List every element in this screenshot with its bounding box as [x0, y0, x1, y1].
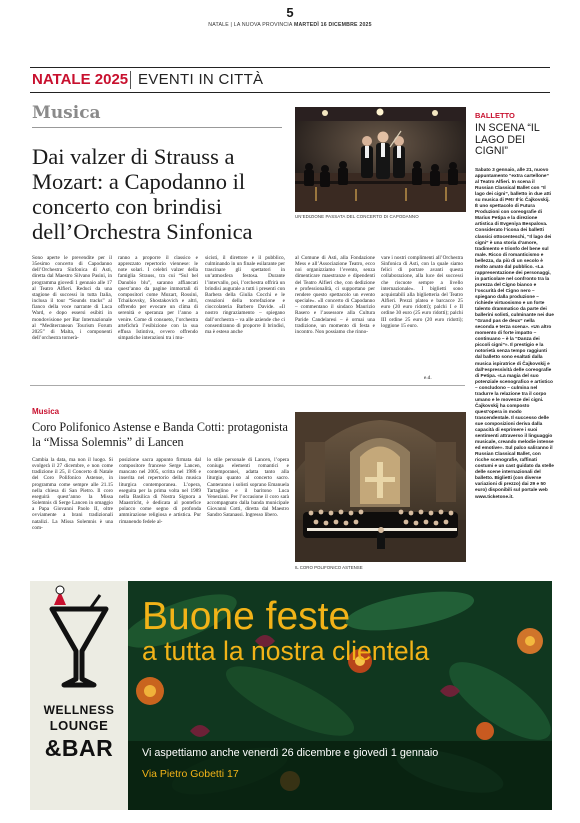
sidebar-kicker: BALLETTO: [475, 111, 515, 120]
choir-photo: [295, 412, 466, 562]
main-photo-caption: UN’EDIZIONE PASSATA DEL CONCERTO DI CAPODANNO: [295, 214, 419, 219]
advert-opening-info: Vi aspettiamo anche venerdì 26 dicembre e giovedì 1 gennaio: [142, 747, 439, 759]
main-article-column-2: ranno a proporre il classico e apprezzato repertorio viennese: le note solari. I celebri valzer della famiglia Strauss, tra cui “Sul bel Danubio blu”, saranno affiancati quest’anno da pagine immortali di compositori come Mozart, Rossini, Tchaikovsky, Shostakovich e altri, offrendo per evocare un clima di serenità e speranza per l’anno a venire. Come di consueto, l’orchestra artefichrà l’esibizione con la sua effusa Istintiva, ovvero offrendo simpatiche interazioni tra i mu-: [118, 255, 198, 342]
cocktail-glass-logo-icon: [30, 581, 128, 701]
section-divider: [130, 71, 131, 89]
sidebar-body-2: «Un altro momento di forte impatto – continuano – è la “Danza dei piccoli cigni”». Il prestigio e la notorietà senza tempo raggiunti dal balletto sono esaltati dalla musica ispiratrice di Čajkovskij e dall’espressività delle coreografie di Petipa. «La magia del suo potenziale scenografico e artistico – concludono – culmina nel tradurre la relazione tra il corpo umano e le movenze dei cigni. Čajkovskij ha composto quest’opera in modo trascendentale. Il successo delle sue composizioni deriva dalla capacità di esprimere i suoi sentimenti attraverso il linguaggio musicale, creando melodie intense ed emotive».: [475, 325, 554, 452]
main-article-kicker: Musica: [32, 103, 101, 123]
folio-publication: LA NUOVA PROVINCIA: [233, 22, 293, 28]
main-article-column-1: Sono aperte le prevendite per il 35esimo concerto di Capodanno dell’Orchestra Sinfonica di Asti, diretta dal Maestro Silvano Pasini, in programma giovedì 1 gennaio alle 17 al Teatro Alfieri. Reduci da una stagione di successi in tutta Italia, inclusa il tour “Sounds tracks” al fianco della voce narrante di Luca Ward, e dopo essersi esibiti in mondovisione per Bar Internazionale al “Mediterranean Tourism Forum 2025” di Malta, i componenti dell’orchestra tornerà-: [32, 255, 112, 342]
advert-headline: Buone feste: [142, 595, 351, 638]
brand-lounge: LOUNGE: [49, 718, 109, 733]
main-article-column-3: sicisti, il direttore e il pubblico, culminando in un finale esilarante per trascinare gli spettatori in un’atmosfera festosa. Durante l’intervallo, poi, l’orchestra offrirà un brindisi augurale a tutti i presenti con Barbera della Giulia Cocchi e le creazioni della torrefazione e cioccolateria Barbero Davide. «Il nostro ringraziamento – spiegano dall’orchestra – va alle aziende che ci consentiranno di proporre il brindisi, ma è esteso anche: [205, 255, 285, 335]
advertisement: [30, 581, 552, 810]
sidebar-quote: «La rappresentazione dei personaggi, in particolare nel confronto tra la purezza del Cigno bianco e l’oscurità del Cigno nero – spiegano dalla produzione – richiede virtuosismo e un forte talento drammatico da parte dei ballerini solisti, culminante nei due “Grand pas de deux” nella seconda e terza scena».: [475, 264, 554, 331]
page-number: 5: [286, 5, 294, 20]
brand-bar: &BAR: [44, 735, 114, 761]
sidebar-title: IN SCENA “IL LAGO DEI CIGNI”: [475, 122, 540, 157]
advert-address: Via Pietro Gobetti 17: [142, 768, 239, 780]
second-article-column-1: Cambia la data, ma non il luogo. Si svolgerà il 27 dicembre, e non come tradizione il 25, il Concerto di Natale del Coro Polifonico Astense, in programma come sempre alle 21.15 nella chiesa di San Pietro. Il coro eseguirà quest’anno la Missa Solemnis di Serge Lancen in omaggio a Papa Giovanni Paolo II, oltre ovviamente a brani tradizionali natalizi. La Missa Solemnis è una com-: [32, 457, 113, 531]
second-article-column-2: posizione sacra appunto firmata dal compositore francese Serge Lancen, mancato nel 2005, scritta nel 1986 e inserita nel repertorio della musica liturgica contemporanea. L’opera, eseguita per la prima volta nel 1989 nella Basilica di Nostra Signora a Maastricht, è dedicata al pontefice polacco come segno di profonda ammirazione religiosa e artistica. Pur rimanendo fedele al-: [119, 457, 201, 525]
folio-date: MARTEDÌ 16 DICEMBRE 2025: [293, 22, 372, 28]
main-article-headline: Dai valzer di Strauss a Mozart: a Capodanno il concerto con brindisi dell’Orchestra Sinfonica: [32, 144, 253, 244]
advert-subline: a tutta la nostra clientela: [142, 636, 430, 666]
choir-photo-illustration: [295, 412, 466, 562]
second-article-kicker: Musica: [32, 407, 60, 416]
concert-photo: [295, 107, 466, 212]
brand-wellness: WELLNESS: [43, 703, 115, 717]
second-article-column-3: lo stile personale di Lancen, l’opera coniuga elementi romantici e contemporanei, adatta tanto alla liturgia quanto al concerto sacro. Canteranno i solisti soprano Emanuela Tartaglino e il baritono Luca Veneziani. Per l’occasione il coro sarà accompagnato dalla banda municipale Giovanni Cotti, diretta dal Maestro Sandro Satanassi. Ingresso libero.: [207, 457, 289, 519]
sidebar-text: [475, 168, 554, 501]
kicker-rule: [32, 127, 282, 128]
sidebar-body-1: In scena il Russian Classical Ballet con “Il lago dei cigni”, balletto in due atti su musica di Pëtr Il’ic Čajkovskij. È uno spettacolo di Futura Produzioni con coreografie di Marius Petipa e la direzione artistica di Evgeniya Bespalova. Considerato l’icona dei balletti classici ottocenteschi, “Il lago dei cigni” è una storia d’amore, tradimento e trionfo del bene sul male. Ricco di romanticismo e bellezza, da più di un secolo è molto amato dal pubblico.: [475, 180, 552, 270]
section-title: EVENTI IN CITTÀ: [138, 71, 264, 88]
article-divider: [30, 385, 465, 386]
main-article-column-5: vare i nostri complimenti all’Orchestra Sinfonica di Asti, con la quale siamo felici di portare avanti questa collaborazione, alla luce dei successi che riscuote sempre a livello internazionale». I biglietti sono acquistabili alla biglietteria del Teatro Alfieri. Prezzi platea e barcacce 25 euro (20 euro ridotti); palchi I e II ordine 30 euro (25 euro ridotti); palchi III ordine 25 euro (20 euro ridotti); loggione 15 euro.: [381, 255, 463, 329]
article-signature: e.d.: [424, 375, 432, 381]
sidebar-lead: Sabato 3 gennaio, alle 21, nuovo appuntamento “extra cartellone” al Teatro Alfieri.: [475, 168, 549, 186]
orchestra-photo-illustration: [295, 107, 466, 212]
section-bar: [30, 67, 550, 93]
wellness-logo-panel: [30, 581, 128, 810]
folio-prefix: NATALE: [208, 22, 229, 28]
choir-photo-caption: IL CORO POLIFONICO ASTENSE: [295, 565, 363, 570]
folio-line: NATALE | LA NUOVA PROVINCIA MARTEDÌ 16 DICEMBRE 2025: [208, 22, 372, 28]
section-tag: NATALE 2025: [32, 71, 129, 88]
main-article-column-4: al Comune di Asti, alla Fondazione Mess e all’Associazione Teatro, ecco noi organizziamo l’evento, senza dimenticare maestranze e dipendenti del Teatro Alfieri che, con dedizione e professionalità, ci supportano per rendere questo spettacolo un evento speciale». «Il concerto di Capodanno – commentano il sindaco Maurizio Rasero e l’assessore alla Cultura Paride Candelaresi – è ormai una tradizione, un momento di festa e incontro. Non possiamo che rinno-: [295, 255, 375, 335]
second-article-headline: Coro Polifonico Astense e Banda Cotti: protagonista la “Missa Solemnis” di Lancen: [32, 420, 288, 449]
sidebar-body-3: Sul palco saliranno il Russian Classical Ballet, con ricche scenografie, raffinati costumi e un cast guidato da stelle delle scene internazionali del balletto. Biglietti (con diverse variazioni di prezzo) dai 29 e 50 euro) disponibili sul portale web www.ticketone.it.: [475, 446, 554, 500]
